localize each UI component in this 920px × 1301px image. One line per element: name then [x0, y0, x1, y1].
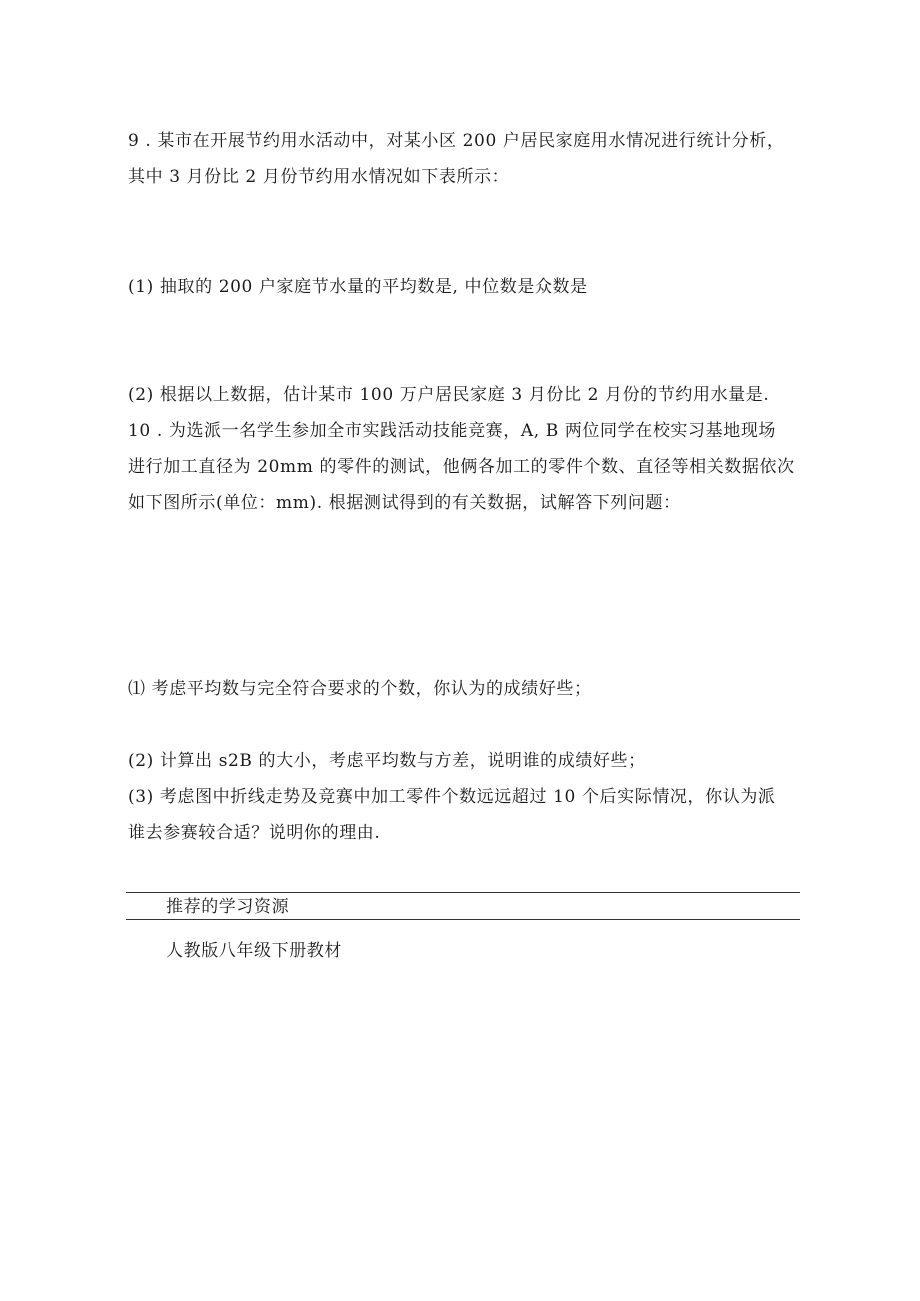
q10-line-3: 如下图所示(单位：mm). 根据测试得到的有关数据，试解答下列问题： [128, 493, 681, 513]
q10-line-1: 10 . 为选派一名学生参加全市实践活动技能竞赛，A, B 两位同学在校实习基地现场 [128, 421, 777, 441]
q9-subquestion-2: (2) 根据以上数据，估计某市 100 万户居民家庭 3 月份比 2 月份的节约用水量是. [128, 385, 770, 405]
top-divider [126, 892, 800, 893]
q10-subquestion-3a: (3) 考虑图中折线走势及竞赛中加工零件个数远远超过 10 个后实际情况，你认为派 [128, 787, 776, 807]
q9-line-1: 9 . 某市在开展节约用水活动中，对某小区 200 户居民家庭用水情况进行统计分析， [128, 131, 785, 151]
resource-item: 人教版八年级下册教材 [166, 941, 342, 961]
bottom-divider [126, 919, 800, 920]
resources-header: 推荐的学习资源 [166, 897, 290, 917]
q9-line-2: 其中 3 月份比 2 月份节约用水情况如下表所示： [128, 167, 510, 187]
q9-subquestion-1: (1) 抽取的 200 户家庭节水量的平均数是, 中位数是众数是 [128, 277, 588, 297]
q10-subquestion-1: ⑴ 考虑平均数与完全符合要求的个数，你认为的成绩好些； [128, 679, 592, 699]
q10-subquestion-3b: 谁去参赛较合适？说明你的理由. [128, 823, 381, 843]
q10-line-2: 进行加工直径为 20mm 的零件的测试，他俩各加工的零件个数、直径等相关数据依次 [128, 457, 795, 477]
q10-subquestion-2: (2) 计算出 s2B 的大小，考虑平均数与方差，说明谁的成绩好些； [128, 751, 646, 771]
